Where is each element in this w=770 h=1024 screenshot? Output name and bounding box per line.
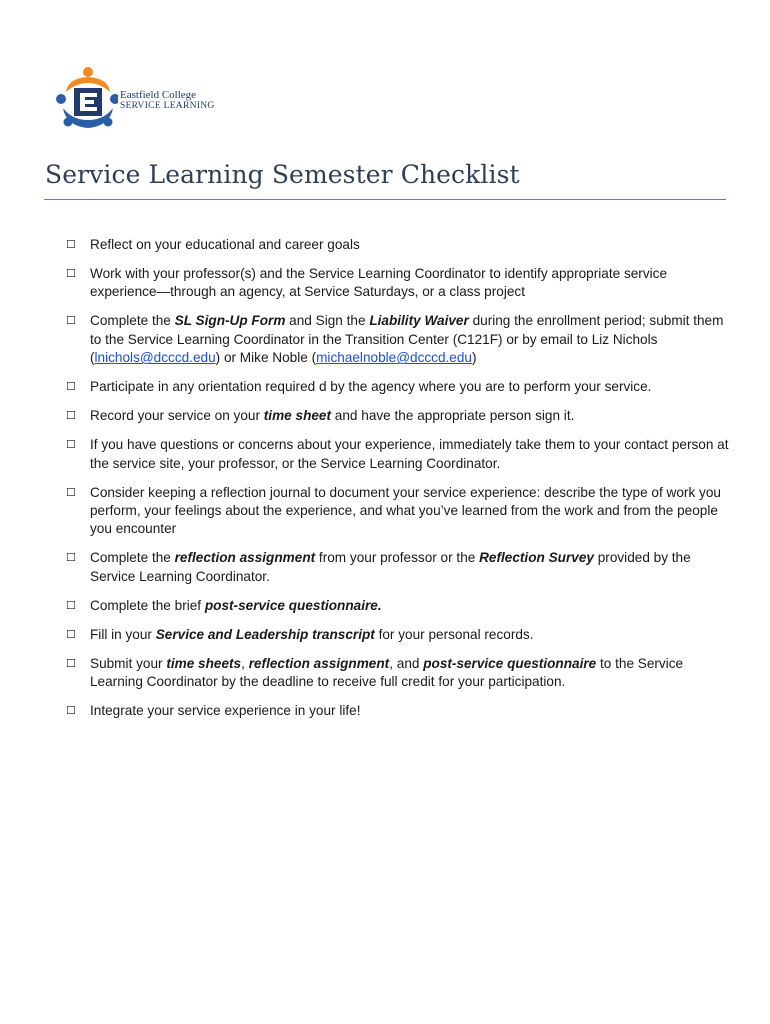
text-run: Participate in any orientation required d by the agency where you are to perform your service.: [90, 379, 652, 395]
text-run: ) or Mike Noble (: [215, 350, 317, 366]
checklist-item-text: [90, 626, 732, 644]
logo-wordmark: [120, 90, 215, 112]
checklist-item-text: [90, 312, 732, 367]
checklist-item: [66, 378, 732, 396]
emphasized-term: post-service questionnaire.: [204, 597, 382, 613]
text-run: Complete the brief: [90, 597, 205, 613]
checklist-item-text: [90, 702, 732, 720]
text-run: Reflect on your educational and career goals: [90, 237, 360, 252]
checkbox-icon[interactable]: ☐: [66, 267, 76, 280]
checklist-item: [66, 597, 732, 615]
checkbox-icon[interactable]: ☐: [66, 238, 76, 251]
checklist-item: [66, 436, 732, 473]
text-run: for your personal records.: [374, 626, 534, 642]
checklist: [66, 236, 732, 731]
emphasized-term: Service and Leadership transcript: [155, 626, 375, 642]
service-learning-emblem-icon: [54, 64, 118, 132]
eastfield-logo: [54, 64, 224, 132]
checklist-item: [66, 236, 732, 254]
checklist-item: [66, 407, 732, 425]
emphasized-term: Liability Waiver: [369, 313, 469, 329]
emphasized-term: post-service questionnaire: [423, 655, 597, 671]
checkbox-icon[interactable]: ☐: [66, 485, 76, 499]
text-run: ): [471, 350, 477, 366]
emphasized-term: Reflection Survey: [479, 550, 594, 566]
checkbox-icon[interactable]: ☐: [66, 551, 76, 565]
checklist-item-text: [90, 407, 732, 425]
checklist-item-text: [90, 236, 732, 254]
text-run: and have the appropriate person sign it.: [331, 408, 575, 424]
text-run: Work with your professor(s) and the Service Learning Coordinator to identify appropriate service experience—through an agency, at Service Saturdays, or a class project: [90, 266, 668, 300]
checklist-item-text: [90, 378, 732, 396]
checklist-item-text: [90, 265, 732, 302]
checklist-item: [66, 626, 732, 644]
emphasized-term: SL Sign-Up Form: [174, 313, 286, 329]
checkbox-icon[interactable]: ☐: [66, 438, 76, 452]
text-run: ,: [241, 655, 249, 671]
text-run: If you have questions or concerns about your experience, immediately take them to your contact person at the service site, your professor, or the Service Learning Coordinator.: [90, 437, 729, 471]
email-link[interactable]: lnichols@dcccd.edu: [94, 350, 216, 366]
text-run: Consider keeping a reflection journal to document your service experience: describe the type of work you perform, your feelings about the experience, and what you’ve learned from the work and from the people you encounter: [90, 484, 721, 537]
checklist-item: [66, 265, 732, 302]
checklist-item: [66, 484, 732, 539]
text-run: provided by the Service Learning Coordinator.: [90, 550, 691, 584]
text-run: Submit your: [90, 655, 167, 671]
checklist-item: [66, 702, 732, 720]
checkbox-icon[interactable]: ☐: [66, 627, 76, 641]
checkbox-icon[interactable]: ☐: [66, 409, 76, 423]
logo-college-name: Eastfield College: [120, 89, 197, 101]
checklist-item-text: [90, 597, 732, 615]
text-run: Complete the: [90, 313, 175, 329]
checkbox-icon[interactable]: ☐: [66, 656, 76, 670]
checkbox-icon[interactable]: ☐: [66, 380, 76, 394]
checklist-item-text: [90, 436, 732, 473]
checkbox-icon[interactable]: ☐: [66, 314, 76, 328]
email-link[interactable]: michaelnoble@dcccd.edu: [316, 350, 472, 366]
text-run: Record your service on your: [90, 408, 264, 424]
checkbox-icon[interactable]: ☐: [66, 598, 76, 612]
title-divider: [44, 199, 726, 200]
text-run: to the Service Learning Coordinator by the deadline to receive full credit for your participation.: [90, 655, 684, 690]
checkbox-icon[interactable]: ☐: [66, 704, 76, 718]
checklist-item-text: [90, 484, 732, 539]
text-run: Complete the: [90, 550, 175, 566]
emphasized-term: time sheets: [166, 655, 242, 671]
checklist-item: [66, 655, 732, 692]
checklist-item: [66, 312, 732, 367]
emphasized-term: reflection assignment: [248, 655, 390, 671]
text-run: , and: [389, 655, 424, 671]
text-run: and Sign the: [285, 313, 370, 329]
checklist-item-text: [90, 655, 732, 692]
text-run: Fill in your: [90, 626, 156, 642]
checklist-item-text: [90, 549, 732, 586]
logo-program-name: SERVICE LEARNING: [120, 101, 215, 111]
checklist-item: [66, 549, 732, 586]
text-run: Integrate your service experience in your life!: [90, 703, 361, 719]
text-run: from your professor or the: [315, 550, 480, 566]
page-title: Service Learning Semester Checklist: [45, 160, 520, 189]
text-run: during the enrollment period; submit them to the Service Learning Coordinator in the Transition Center (C121F) or by email to Liz Nichols (: [90, 313, 724, 366]
emphasized-term: time sheet: [263, 408, 332, 424]
emphasized-term: reflection assignment: [174, 550, 316, 566]
